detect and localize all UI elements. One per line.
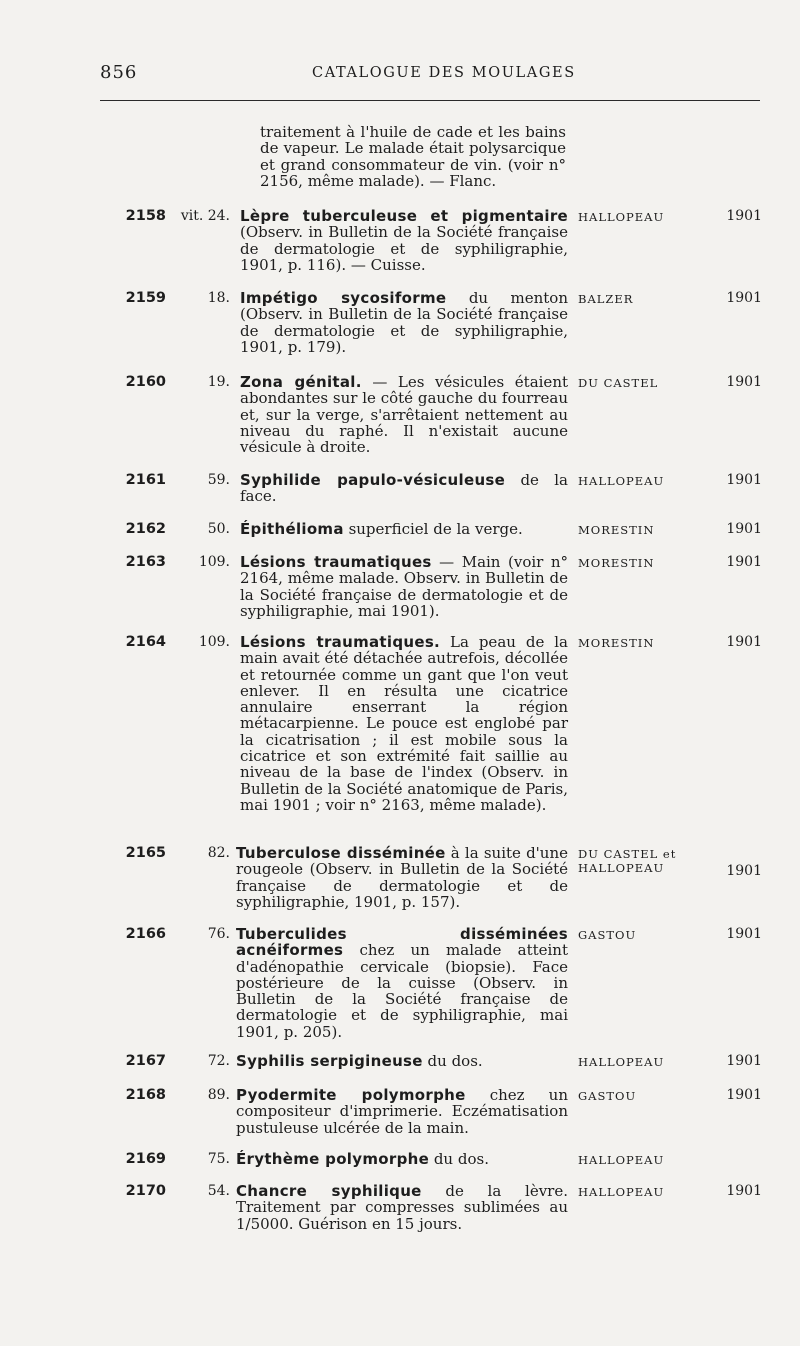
continuation-text: traitement à l'huile de cade et les bains de vapeur. Le malade était polysarcique et grand consommateur de vin. (voir n° 2156, même malade). — Flanc. (260, 123, 566, 190)
entry-number: 2168 (125, 1087, 166, 1103)
entry-reference: 82. (207, 845, 230, 861)
entry-year: 1901 (726, 863, 762, 879)
entry-reference: 109. (198, 554, 230, 570)
header-rule (100, 100, 760, 101)
page-number: 856 (100, 62, 138, 83)
entry-title: Lésions traumatiques. (240, 633, 441, 651)
entry-year: 1901 (726, 926, 762, 942)
entry-author: HALLOPEAU (578, 474, 665, 488)
entry-author: GASTOU (578, 928, 637, 942)
entry-number: 2161 (125, 472, 166, 488)
entry-year: 1901 (726, 290, 762, 306)
entry-text: du dos. (422, 1052, 483, 1070)
entry-number: 2158 (125, 208, 166, 224)
entry-author: MORESTIN (578, 636, 655, 650)
entry-title: Lèpre tuberculeuse et pigmentaire (240, 207, 568, 225)
entry-description (240, 472, 568, 505)
entry-title: Épithélioma (240, 520, 344, 538)
entry-title: Syphilide papulo-vésiculeuse (240, 471, 506, 489)
entry-number: 2169 (125, 1151, 166, 1167)
entry-number: 2166 (125, 926, 166, 942)
entry-text: du menton (Observ. in Bulletin de la Société française de dermatologie et de syphiligraphie, 1901, p. 179). (240, 289, 568, 356)
entry-number: 2159 (125, 290, 166, 306)
entry-year: 1901 (726, 1087, 762, 1103)
entry-author: HALLOPEAU (578, 1153, 665, 1167)
entry-author: BALZER (578, 292, 634, 306)
entry-text: à la suite d'une rougeole (Observ. in Bulletin de la Société française de dermatologie et de syphiligraphie, 1901, p. 157). (236, 844, 568, 911)
entry-number: 2167 (125, 1053, 166, 1069)
entry-year: 1901 (726, 208, 762, 224)
entry-reference: 75. (207, 1151, 230, 1167)
entry-author: MORESTIN (578, 556, 655, 570)
page-header (100, 62, 760, 92)
entry-year: 1901 (726, 374, 762, 390)
entry-number: 2162 (125, 521, 166, 537)
entry-description (240, 374, 568, 455)
entry-author: GASTOU (578, 1089, 637, 1103)
entry-year: 1901 (726, 554, 762, 570)
entry-title: Érythème polymorphe (236, 1150, 430, 1168)
running-title: CATALOGUE DES MOULAGES (312, 65, 576, 81)
entry-description (236, 1087, 568, 1136)
entry-title: Chancre syphilique (236, 1182, 422, 1200)
entry-reference: 50. (207, 521, 230, 537)
entry-text: — Main (voir n° 2164, même malade. Observ. in Bulletin de la Société française de dermatologie et de syphiligraphie, mai 1901). (240, 553, 568, 620)
entry-description (240, 290, 568, 355)
entry-number: 2170 (125, 1183, 166, 1199)
entry-number: 2160 (125, 374, 166, 390)
entry-description (236, 1183, 568, 1232)
entry-number: 2165 (125, 845, 166, 861)
entry-description (236, 1053, 568, 1069)
entry-year: 1901 (726, 634, 762, 650)
entry-reference: 59. (207, 472, 230, 488)
entry-reference: 89. (207, 1087, 230, 1103)
entry-year: 1901 (726, 1183, 762, 1199)
entry-description (236, 926, 568, 1040)
entry-reference: vit. 24. (180, 208, 230, 224)
entry-text: chez un malade atteint d'adénopathie cervicale (biopsie). Face postérieure de la cuisse (Observ. in Bulletin de la Société française de dermatologie et de syphiligraphie, mai 1901, p. 205). (236, 941, 568, 1041)
entry-text: de la face. (240, 471, 568, 506)
entry-reference: 109. (198, 634, 230, 650)
entry-text: chez un compositeur d'imprimerie. Eczématisation pustuleuse ulcérée de la main. (236, 1086, 569, 1137)
entry-title: Tuberculose disséminée (236, 844, 446, 862)
entry-reference: 18. (207, 290, 230, 306)
entry-author: DU CASTEL et HALLOPEAU (578, 847, 677, 875)
entry-text: (Observ. in Bulletin de la Société française de dermatologie et de syphiligraphie, 1901, p. 116). — Cuisse. (240, 223, 568, 274)
entry-author: HALLOPEAU (578, 1055, 665, 1069)
entry-title: Zona génital. (240, 373, 362, 391)
entry-author: HALLOPEAU (578, 210, 665, 224)
entry-text: — Les vésicules étaient abondantes sur le côté gauche du fourreau et, sur la verge, s'arrêtaient nettement au niveau du raphé. Il n'existait aucune vésicule à droite. (240, 373, 569, 457)
entry-description (240, 521, 568, 537)
entry-reference: 76. (207, 926, 230, 942)
entry-author: MORESTIN (578, 523, 655, 537)
entry-reference: 72. (207, 1053, 230, 1069)
entry-text: superficiel de la verge. (343, 520, 523, 538)
entry-description (240, 208, 568, 273)
entry-year: 1901 (726, 472, 762, 488)
entry-number: 2164 (125, 634, 166, 650)
entry-author: DU CASTEL (578, 376, 659, 390)
entry-text: du dos. (429, 1150, 489, 1168)
entry-description (240, 634, 568, 813)
entry-year: 1901 (726, 1053, 762, 1069)
entry-title: Impétigo sycosiforme (240, 289, 447, 307)
entry-reference: 54. (207, 1183, 230, 1199)
entry-title: Lésions traumatiques (240, 553, 432, 571)
entry-description (240, 554, 568, 619)
entry-text: La peau de la main avait été détachée autrefois, décollée et retournée comme un gant que l'on veut enlever. Il en résulta une cicatrice annulaire enserrant la région métacarpienne. Le pouce est englobé par la cicatrisation ; il est mobile sous la cicatrice et son extrémité fait saillie au niveau de la base de l'index (Observ. in Bulletin de la Société anatomique de Paris, mai 1901 ; voir n° 2163, même malade). (240, 633, 569, 814)
entry-description (236, 1151, 568, 1167)
entry-title: Tuberculides disséminées acnéiformes (236, 925, 568, 960)
entry-reference: 19. (207, 374, 230, 390)
entry-number: 2163 (125, 554, 166, 570)
entry-title: Syphilis serpigineuse (236, 1052, 423, 1070)
entry-description (236, 845, 568, 910)
entry-text: de la lèvre. Traitement par compresses sublimées au 1/5000. Guérison en 15 jours. (236, 1182, 568, 1233)
entry-title: Pyodermite polymorphe (236, 1086, 466, 1104)
entry-year: 1901 (726, 521, 762, 537)
entry-author: HALLOPEAU (578, 1185, 665, 1199)
